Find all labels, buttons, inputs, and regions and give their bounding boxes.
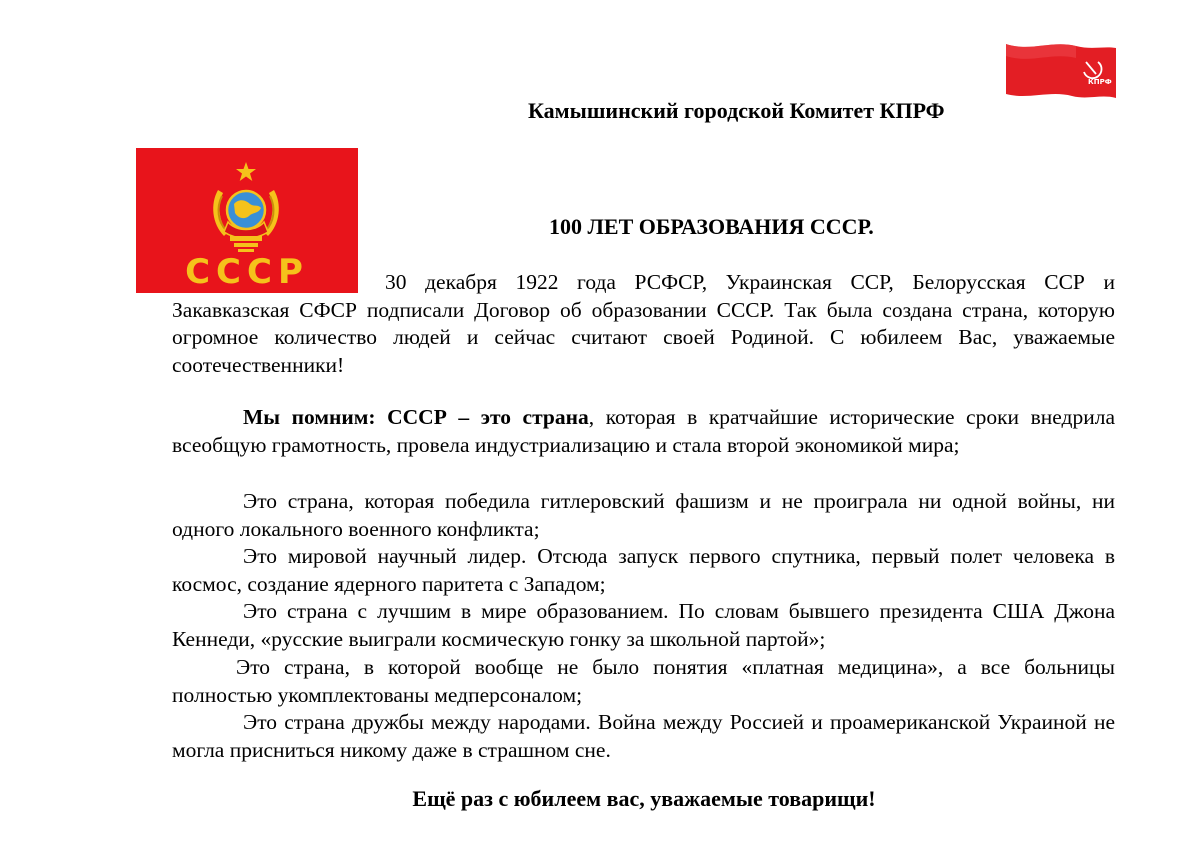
paragraph-1-bold: Мы помним: СССР – это страна <box>243 405 589 429</box>
closing-greeting: Ещё раз с юбилеем вас, уважаемые товарищи! <box>412 786 876 811</box>
ussr-emblem-icon <box>206 160 286 260</box>
ussr-flag-label: СССР <box>185 252 309 292</box>
paragraph-4: Это страна с лучшим в мире образованием. По словам бывшего президента США Джона Кеннеди, «русские выиграли космическую гонку за школьной партой»; <box>172 599 1115 651</box>
org-title: Камышинский городской Комитет КПРФ <box>528 98 945 123</box>
paragraph-6: Это страна дружбы между народами. Война между Россией и проамериканской Украиной не могла присниться никому даже в страшном сне. <box>172 710 1115 762</box>
kprf-flag-logo <box>1006 42 1116 102</box>
paragraph-1 <box>172 404 1115 459</box>
paragraph-3: Это мировой научный лидер. Отсюда запуск первого спутника, первый полет человека в космос, создание ядерного паритета с Западом; <box>172 544 1115 596</box>
intro-paragraph: 30 декабря 1922 года РСФСР, Украинская ССР, Белорусская ССР и Закавказская СФСР подписали Договор об образовании СССР. Так была создана страна, которую огромное количество людей и сейчас считают своей Родиной. С юбилеем Вас, уважаемые соотечественники! <box>172 270 1115 377</box>
kprf-flag-label: КПРФ <box>1088 78 1112 86</box>
paragraph-5: Это страна, в которой вообще не было понятия «платная медицина», а все больницы полностью укомплектованы медперсоналом; <box>172 655 1115 707</box>
document-title: 100 ЛЕТ ОБРАЗОВАНИЯ СССР. <box>549 214 874 239</box>
paragraph-2: Это страна, которая победила гитлеровский фашизм и не проиграла ни одной войны, ни одного локального военного конфликта; <box>172 489 1115 541</box>
paragraph-1-rest: , которая в кратчайшие исторические сроки внедрила всеобщую грамотность, провела индустриализацию и стала второй экономикой мира; <box>172 405 1115 457</box>
